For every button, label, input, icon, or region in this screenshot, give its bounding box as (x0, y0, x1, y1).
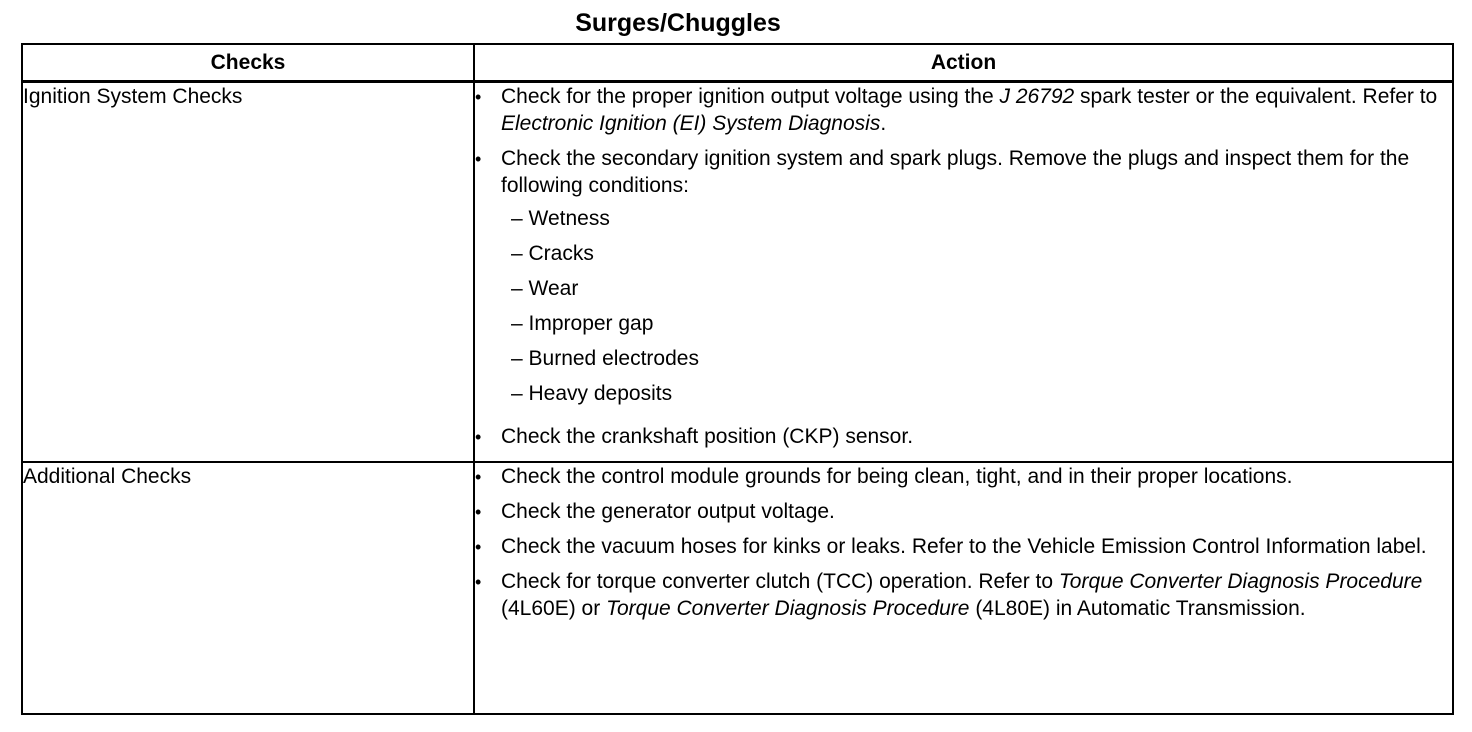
action-item: • Check the secondary ignition system and spark plugs. Remove the plugs and inspect them for the following conditions: – Wetness – Cracks – Wear – Improper gap – Burned electrodes – Heavy deposits (475, 145, 1452, 415)
dash-icon (511, 207, 529, 230)
dash-icon (511, 312, 529, 335)
condition-item: – Improper gap (501, 310, 1452, 345)
condition-list (501, 205, 1452, 415)
diagnosis-table (21, 43, 1454, 715)
action-list (475, 83, 1452, 450)
bullet-icon (475, 463, 495, 491)
dash-icon (511, 382, 529, 405)
bullet-icon (475, 423, 495, 451)
action-list (475, 463, 1452, 622)
table-row (22, 82, 1453, 463)
action-item: • Check the crankshaft position (CKP) sensor. (475, 423, 1452, 450)
action-cell (474, 462, 1453, 714)
condition-item: – Wetness (501, 205, 1452, 240)
dash-icon (511, 347, 529, 370)
column-header-checks: Checks (22, 44, 474, 82)
bullet-icon (475, 533, 495, 561)
check-cell: Ignition System Checks (22, 82, 474, 463)
bullet-icon (475, 498, 495, 526)
column-header-action: Action (474, 44, 1453, 82)
action-cell (474, 82, 1453, 463)
table-header-row (22, 44, 1453, 82)
condition-item: – Cracks (501, 240, 1452, 275)
condition-item: – Heavy deposits (501, 380, 1452, 415)
dash-icon (511, 277, 529, 300)
action-item: • Check the vacuum hoses for kinks or leaks. Refer to the Vehicle Emission Control Information label. (475, 533, 1452, 560)
table-row (22, 462, 1453, 714)
dash-icon (511, 242, 529, 265)
condition-item: – Burned electrodes (501, 345, 1452, 380)
page-title: Surges/Chuggles (575, 9, 781, 37)
action-item: • Check for torque converter clutch (TCC) operation. Refer to Torque Converter Diagnosis Procedure (4L60E) or Torque Converter Diagnosis Procedure (4L80E) in Automatic Transmission. (475, 568, 1452, 622)
action-item: • Check the control module grounds for being clean, tight, and in their proper locations. (475, 463, 1452, 490)
bullet-icon (475, 145, 495, 173)
bullet-icon (475, 83, 495, 111)
check-cell: Additional Checks (22, 462, 474, 714)
action-item: • Check for the proper ignition output voltage using the J 26792 spark tester or the equivalent. Refer to Electronic Ignition (EI) System Diagnosis. (475, 83, 1452, 137)
bullet-icon (475, 568, 495, 596)
action-item: • Check the generator output voltage. (475, 498, 1452, 525)
condition-item: – Wear (501, 275, 1452, 310)
